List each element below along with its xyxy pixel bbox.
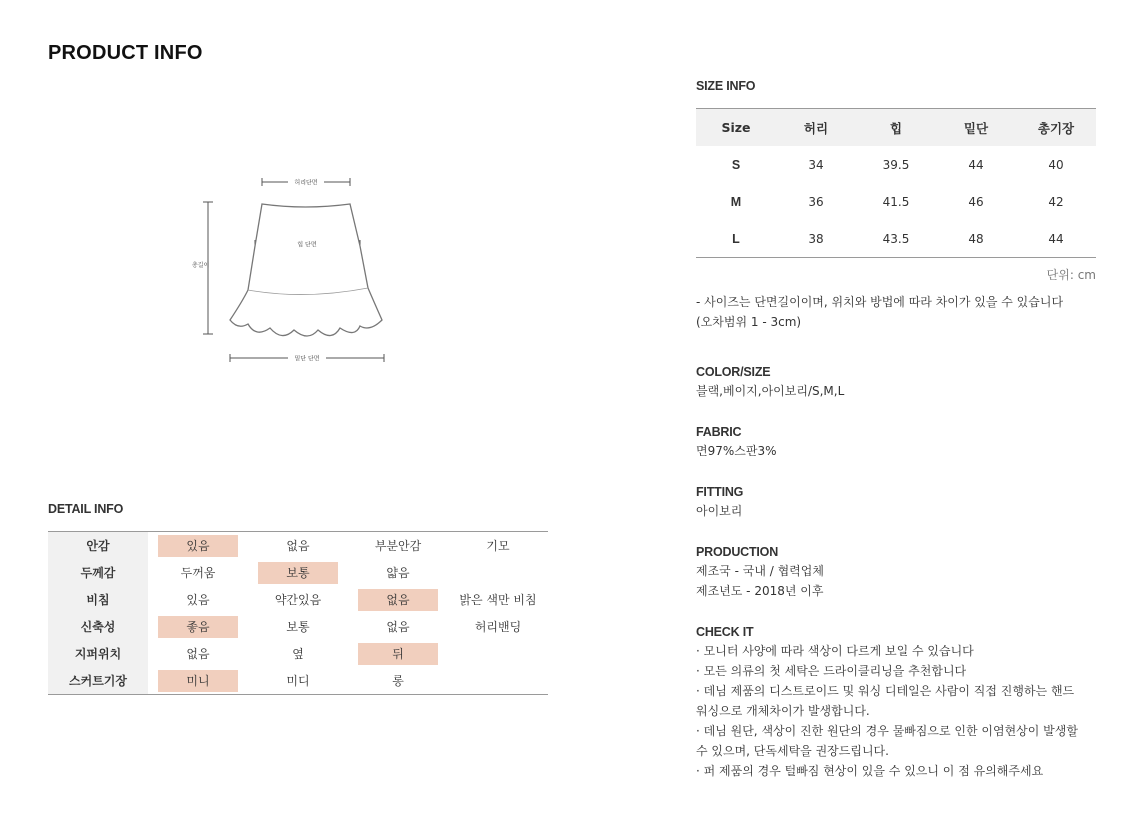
check-it-line: · 모니터 사양에 따라 색상이 다르게 보일 수 있습니다 — [696, 644, 974, 658]
fitting-heading: FITTING — [696, 485, 744, 499]
detail-row-label: 두께감 — [48, 559, 148, 586]
fabric-value: 면97%스판3% — [696, 444, 777, 458]
color-size-heading: COLOR/SIZE — [696, 365, 771, 379]
detail-option-selected: 좋음 — [158, 616, 238, 638]
fabric-heading: FABRIC — [696, 425, 742, 439]
size-column-header: 힙 — [856, 109, 936, 147]
color-size-value: 블랙,베이지,아이보리/S,M,L — [696, 384, 845, 398]
size-value-cell: 46 — [968, 194, 984, 209]
detail-option-cell — [148, 586, 248, 613]
hip-label: 힙 단면 — [297, 241, 317, 249]
detail-option-cell — [148, 640, 248, 667]
size-value-cell: 44 — [1048, 231, 1064, 246]
detail-row — [48, 559, 548, 586]
detail-option: 롱 — [392, 673, 404, 688]
detail-row — [48, 667, 548, 695]
size-value-cell: 44 — [968, 157, 984, 172]
detail-option: 얇음 — [386, 565, 410, 580]
detail-option: 두꺼움 — [180, 565, 216, 580]
detail-option: 허리밴딩 — [474, 619, 522, 634]
detail-option-cell — [148, 532, 248, 560]
detail-option-selected: 뒤 — [358, 643, 438, 665]
detail-row — [48, 640, 548, 667]
detail-option-cell — [448, 613, 548, 640]
detail-option-cell — [448, 532, 548, 560]
detail-option-cell — [448, 640, 548, 667]
unit-label: 단위: cm — [1046, 268, 1096, 282]
size-value-cell: 43.5 — [882, 231, 910, 246]
detail-row — [48, 532, 548, 560]
skirt-outline — [230, 204, 382, 336]
detail-option-cell — [148, 667, 248, 695]
size-label-cell: M — [730, 194, 742, 209]
detail-option-cell — [348, 667, 448, 695]
detail-option-cell — [348, 559, 448, 586]
check-it-line: · 모든 의류의 첫 세탁은 드라이클리닝을 추천합니다 — [696, 664, 967, 678]
detail-row-label: 지퍼위치 — [48, 640, 148, 667]
detail-option: 보통 — [286, 619, 310, 634]
check-it-line: 워싱으로 개체차이가 발생합니다. — [696, 704, 870, 718]
check-it-line: · 데님 원단, 색상이 진한 원단의 경우 물빠짐으로 인한 이염현상이 발생할 — [696, 724, 1078, 738]
detail-option: 옆 — [292, 646, 304, 661]
detail-option-selected: 없음 — [358, 589, 438, 611]
detail-option-cell — [148, 613, 248, 640]
detail-option-cell — [248, 613, 348, 640]
size-note-range: (오차범위 1 - 3cm) — [696, 315, 802, 329]
size-column-header: 밑단 — [936, 109, 1016, 147]
size-value-cell: 42 — [1048, 194, 1064, 209]
detail-option-cell — [248, 640, 348, 667]
detail-row — [48, 586, 548, 613]
size-value-cell: 39.5 — [882, 157, 910, 172]
detail-option-cell — [248, 667, 348, 695]
hem-label: 밑단 단면 — [294, 355, 320, 363]
detail-option-selected: 보통 — [258, 562, 338, 584]
length-label: 총길이 — [192, 262, 210, 269]
size-row — [696, 183, 1096, 220]
detail-option: 부분안감 — [374, 538, 422, 553]
detail-row-label: 스커트기장 — [48, 667, 148, 695]
detail-option-cell — [348, 532, 448, 560]
detail-option-cell — [248, 532, 348, 560]
production-year: 제조년도 - 2018년 이후 — [696, 584, 824, 598]
check-it-line: 수 있으며, 단독세탁을 권장드립니다. — [696, 744, 889, 758]
size-value-cell: 34 — [808, 157, 824, 172]
size-label-cell: S — [731, 157, 741, 172]
check-it-line: · 데님 제품의 디스트로이드 및 워싱 디테일은 사람이 직접 진행하는 핸드 — [696, 684, 1075, 698]
detail-option-selected: 있음 — [158, 535, 238, 557]
detail-option: 있음 — [186, 592, 210, 607]
size-row — [696, 220, 1096, 258]
detail-option: 미디 — [286, 673, 310, 688]
fitting-value: 아이보리 — [696, 504, 743, 518]
size-value-cell: 40 — [1048, 157, 1064, 172]
size-column-header: Size — [696, 109, 776, 147]
size-value-cell: 38 — [808, 231, 824, 246]
detail-option: 없음 — [286, 538, 310, 553]
detail-option-cell — [348, 613, 448, 640]
size-note-line: - 사이즈는 단면길이이며, 위치와 방법에 따라 차이가 있을 수 있습니다 — [696, 295, 1064, 309]
detail-option-cell — [348, 640, 448, 667]
detail-row-label: 비침 — [48, 586, 148, 613]
size-info-table — [696, 108, 1096, 258]
size-label-cell: L — [732, 231, 740, 246]
detail-option-cell — [448, 559, 548, 586]
check-it-heading: CHECK IT — [696, 625, 754, 639]
check-it-line: · 퍼 제품의 경우 털빠짐 현상이 있을 수 있으니 이 점 유의해주세요 — [696, 764, 1044, 778]
size-row — [696, 146, 1096, 183]
detail-option: 약간있음 — [274, 592, 322, 607]
detail-option-cell — [248, 559, 348, 586]
size-column-header: 허리 — [776, 109, 856, 147]
detail-info-heading: DETAIL INFO — [48, 502, 124, 516]
size-value-cell: 36 — [808, 194, 824, 209]
detail-option: 기모 — [486, 538, 510, 553]
production-heading: PRODUCTION — [696, 545, 779, 559]
waist-label: 허리단면 — [294, 179, 318, 187]
detail-info-table — [48, 531, 548, 695]
skirt-measurement-diagram — [190, 170, 400, 370]
production-country: 제조국 - 국내 / 협력업체 — [696, 564, 824, 578]
detail-option-cell — [248, 586, 348, 613]
detail-row — [48, 613, 548, 640]
detail-option: 없음 — [186, 646, 210, 661]
detail-option-cell — [148, 559, 248, 586]
detail-option-cell — [448, 586, 548, 613]
detail-row-label: 안감 — [48, 532, 148, 560]
detail-option-selected: 미니 — [158, 670, 238, 692]
page-title: PRODUCT INFO — [48, 42, 203, 64]
size-table-header-row — [696, 109, 1096, 147]
size-note — [696, 292, 1096, 332]
check-it-list — [696, 641, 1098, 781]
detail-option-cell — [448, 667, 548, 695]
size-value-cell: 48 — [968, 231, 984, 246]
detail-row-label: 신축성 — [48, 613, 148, 640]
size-info-heading: SIZE INFO — [696, 79, 756, 93]
detail-option: 밝은 색만 비침 — [459, 592, 537, 607]
detail-option-cell — [348, 586, 448, 613]
detail-option: 없음 — [386, 619, 410, 634]
size-value-cell: 41.5 — [882, 194, 910, 209]
size-column-header: 총기장 — [1016, 109, 1096, 147]
